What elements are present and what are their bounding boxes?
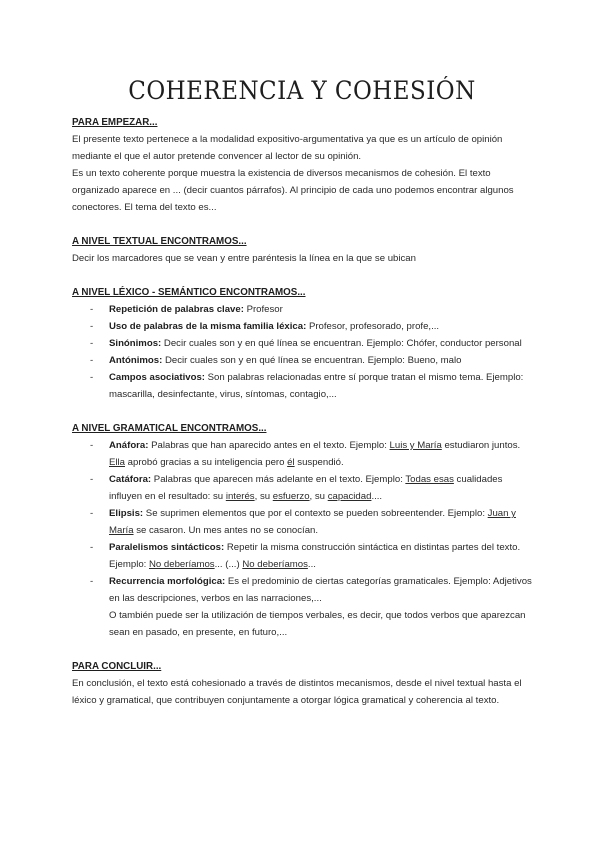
paragraph: Decir los marcadores que se vean y entre paréntesis la línea en la que se ubican [72,253,416,264]
item-text: , su [309,491,328,502]
item-text: Profesor, profesorado, profe,... [306,321,440,332]
list-item [72,369,532,403]
item-text: ... [307,559,316,570]
item-text: Palabras que aparecen más adelante en el texto. Ejemplo: [151,474,406,485]
item-term: Uso de palabras de la misma familia léxica: [109,321,307,332]
list-item-anafora [72,437,532,471]
bullet-dash: - [90,321,94,332]
underlined-example: interés [225,491,255,502]
underlined-example: esfuerzo [272,491,310,502]
bullet-dash: - [90,576,94,587]
item-text: .... [371,491,383,502]
item-term: Catáfora: [109,474,152,485]
paragraph: Es un texto coherente porque muestra la existencia de diversos mecanismos de cohesión. El texto organizado aparece en ... (decir cuantos párrafos). Al principio de cada uno podemos encontrar algunos conectores. El tema del texto es... [72,168,514,213]
bullet-dash: - [90,542,94,553]
list-item [72,335,532,352]
section-intro [72,114,532,216]
item-text: ... (...) [214,559,243,570]
section-heading: A NIVEL GRAMATICAL ENCONTRAMOS... [72,423,267,434]
section-lexico [72,284,532,403]
bullet-dash: - [90,338,94,349]
underlined-example: capacidad [327,491,372,502]
list-item [72,318,532,335]
section-heading: PARA EMPEZAR... [72,117,158,128]
bullet-dash: - [90,304,94,315]
item-term: Recurrencia morfológica: [109,576,226,587]
item-text: Son palabras relacionadas entre sí porque tratan el mismo tema. Ejemplo: mascarilla, desinfectante, virus, síntomas, contagio,... [109,372,524,400]
item-term: Repetición de palabras clave: [109,304,244,315]
gramatical-list [72,437,532,641]
section-gramatical [72,420,532,641]
item-text: Es el predominio de ciertas categorías gramaticales. Ejemplo: Adjetivos en las descripciones, verbos en las narraciones,... [109,576,532,604]
item-text: Profesor [243,304,283,315]
list-item [72,352,532,369]
item-term: Elipsis: [109,508,144,519]
item-text: , su [254,491,273,502]
bullet-dash: - [90,474,94,485]
list-item-paralelismos [72,539,532,573]
underlined-example: Juan y María [109,508,516,536]
item-term: Campos asociativos: [109,372,205,383]
item-term: Sinónimos: [109,338,162,349]
item-text: Decir cuales son y en qué línea se encuentran. Ejemplo: Bueno, malo [162,355,462,366]
section-textual [72,233,532,267]
item-term: Antónimos: [109,355,163,366]
underlined-example: Todas esas [405,474,454,485]
item-text: Palabras que han aparecido antes en el texto. Ejemplo: [148,440,390,451]
list-item-elipsis [72,505,532,539]
bullet-dash: - [90,440,94,451]
section-heading: A NIVEL TEXTUAL ENCONTRAMOS... [72,236,247,247]
item-text: O también puede ser la utilización de tiempos verbales, es decir, que todos verbos que aparezcan sean en pasado, en presente, en futuro,... [109,610,526,638]
item-term: Paralelismos sintácticos: [109,542,225,553]
lexico-list [72,301,532,403]
paragraph: En conclusión, el texto está cohesionado a través de distintos mecanismos, desde el nivel textual hasta el léxico y gramatical, que contribuyen conjuntamente a otorgar lógica gramatical y coherencia al texto. [72,678,522,706]
item-text: suspendió. [294,457,344,468]
item-text: Decir cuales son y en qué línea se encuentran. Ejemplo: Chófer, conductor personal [161,338,522,349]
item-text: Se suprimen elementos que por el contexto se pueden sobreentender. Ejemplo: [143,508,488,519]
bullet-dash: - [90,372,94,383]
item-text: estudiaron juntos. [441,440,521,451]
item-term: Anáfora: [109,440,149,451]
list-item-catafora [72,471,532,505]
item-text: se casaron. Un mes antes no se conocían. [133,525,319,536]
section-conclusion [72,658,532,709]
list-item [72,301,532,318]
underlined-example: él [287,457,295,468]
list-item-recurrencia [72,573,532,641]
section-heading: PARA CONCLUIR... [72,661,162,672]
section-heading: A NIVEL LÉXICO - SEMÁNTICO ENCONTRAMOS... [72,287,306,298]
underlined-example: Luis y María [389,440,442,451]
item-text: cualidades influyen en el resultado: su [109,474,503,502]
item-text: Repetir la misma construcción sintáctica en distintas partes del texto. Ejemplo: [109,542,521,570]
underlined-example: No deberíamos [149,559,215,570]
page-title: COHERENCIA Y COHESIÓN [128,76,476,105]
bullet-dash: - [90,355,94,366]
bullet-dash: - [90,508,94,519]
item-text: aprobó gracias a su inteligencia pero [125,457,288,468]
underlined-example: Ella [109,457,125,468]
paragraph: El presente texto pertenece a la modalidad expositivo-argumentativa ya que es un artículo de opinión mediante el que el autor pretende convencer al lector de su opinión. [72,134,503,162]
document-page [72,74,532,709]
underlined-example: No deberíamos [242,559,308,570]
